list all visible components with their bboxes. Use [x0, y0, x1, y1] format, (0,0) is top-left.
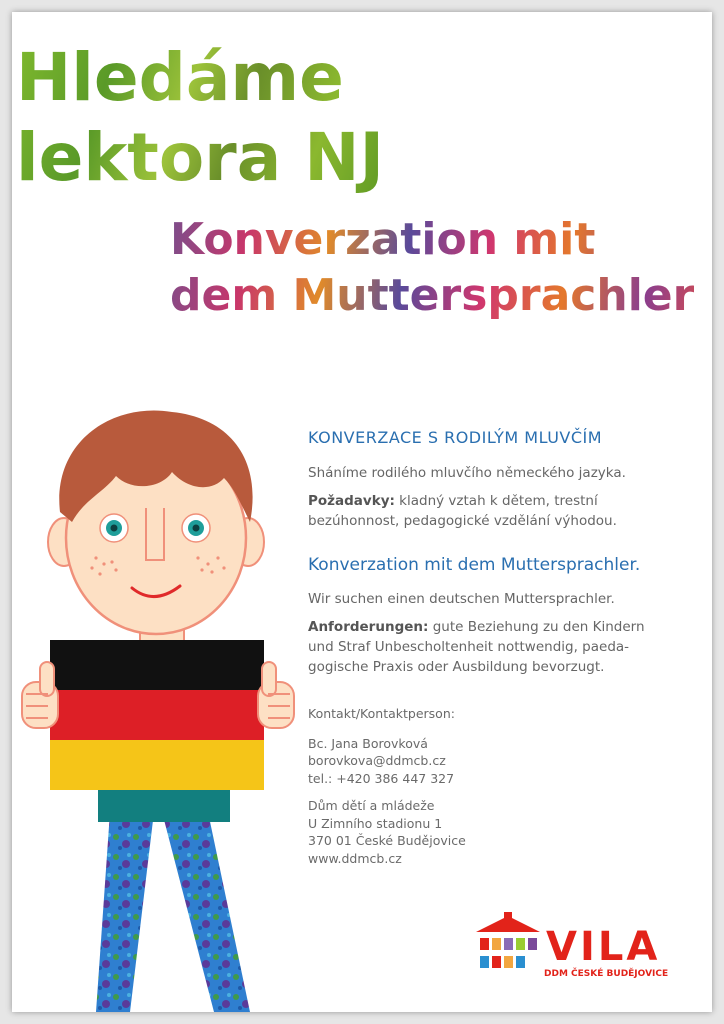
left-leg — [96, 812, 154, 1012]
contact-label: Kontakt/Kontaktperson: — [308, 706, 455, 721]
right-leg — [162, 812, 250, 1012]
czech-heading: KONVERZACE S RODILÝM MLUVČÍM — [308, 428, 603, 447]
title-czech-line1: Hledáme — [16, 39, 344, 116]
german-requirements-line1: gute Beziehung zu den Kindern — [428, 619, 645, 635]
german-heading: Konverzation mit dem Muttersprachler. — [308, 555, 641, 575]
address-block — [308, 797, 708, 867]
german-requirements-line3: gogische Praxis oder Ausbildung bevorzugt. — [308, 659, 605, 675]
title-czech-line2: lektora NJ — [16, 119, 385, 196]
czech-requirements-line2: bezúhonnost, pedagogické vzdělání výhodou. — [308, 513, 617, 529]
poster-page — [12, 12, 712, 1012]
website-link[interactable]: www.ddmcb.cz — [308, 850, 402, 866]
address-line1: Dům dětí a mládeže — [308, 798, 435, 813]
logo-name: VILA — [546, 924, 661, 970]
text-column — [308, 428, 708, 867]
german-requirements-label: Anforderungen: — [308, 619, 429, 635]
czech-intro: Sháníme rodilého mluvčího německého jazyka. — [308, 465, 626, 481]
boy-with-flag-illustration — [12, 392, 312, 1012]
title-german-line1: Konverzation mit — [170, 214, 596, 265]
czech-requirements-line1: kladný vztah k dětem, trestní — [394, 493, 598, 509]
left-hand — [22, 662, 58, 728]
german-requirements — [308, 617, 708, 677]
vila-logo — [474, 908, 674, 980]
german-intro: Wir suchen einen deutschen Muttersprachler. — [308, 591, 615, 607]
contact-name: Bc. Jana Borovková — [308, 735, 428, 751]
contact-details — [308, 735, 708, 788]
czech-requirements — [308, 491, 708, 531]
title-german — [170, 212, 694, 324]
czech-requirements-label: Požadavky: — [308, 493, 395, 509]
house-icon — [476, 912, 540, 968]
right-hand — [258, 662, 294, 728]
address-line2: U Zimního stadionu 1 — [308, 815, 443, 831]
address-line3: 370 01 České Budějovice — [308, 833, 466, 848]
logo-subtitle: DDM ČESKÉ BUDĚJOVICE — [544, 969, 669, 979]
contact-phone: tel.: +420 386 447 327 — [308, 770, 455, 786]
title-german-line2: dem Muttersprachler — [170, 270, 695, 321]
german-requirements-line2: und Straf Unbescholtenheit nottwendig, paeda- — [308, 639, 630, 655]
title-czech — [16, 38, 384, 198]
german-flag — [50, 640, 264, 790]
contact-email[interactable]: borovkova@ddmcb.cz — [308, 753, 446, 768]
